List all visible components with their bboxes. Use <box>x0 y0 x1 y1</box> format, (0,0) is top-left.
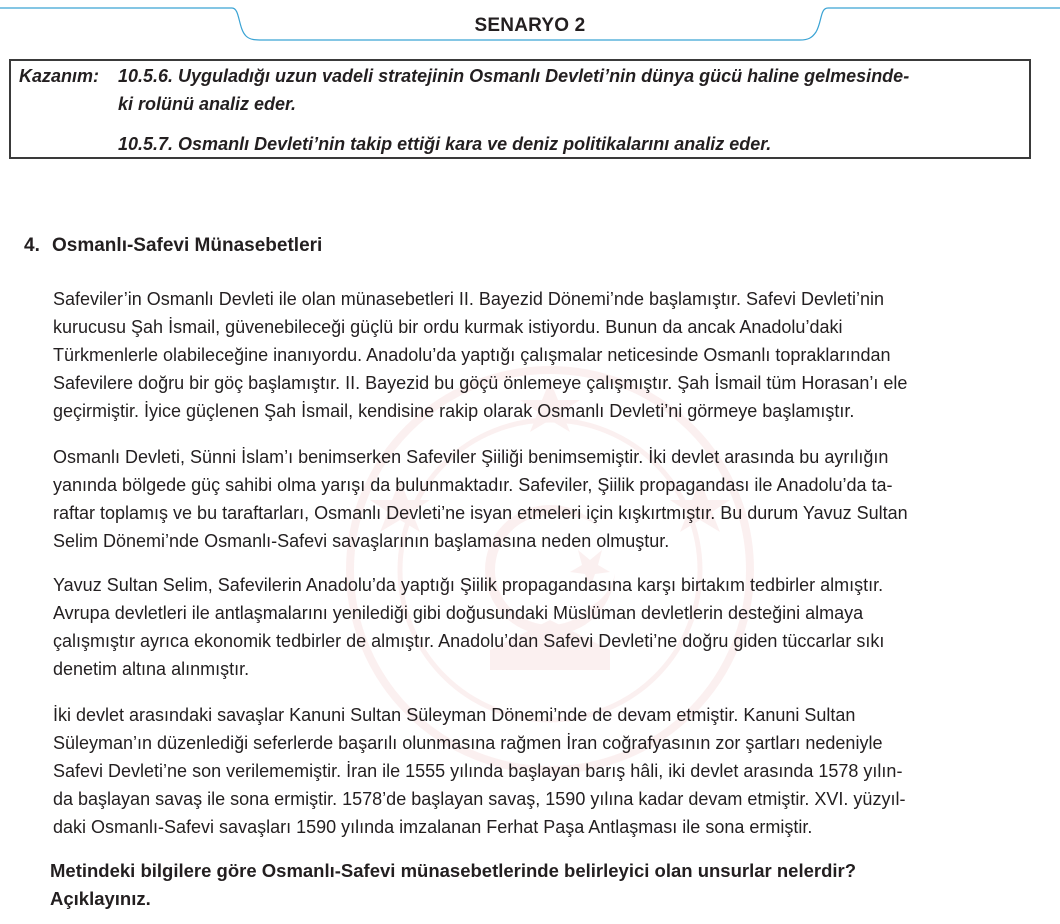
paragraph-1-line: kurucusu Şah İsmail, güvenebileceği güçlü bir ordu kurmak istiyordu. Bunun da ancak Anadolu’daki <box>53 317 843 337</box>
paragraph-1-line: Safevilere doğru bir göç başlamıştır. II. Bayezid bu göçü önlemeye çalışmıştır. Şah İsmail tüm Horasan’ı ele <box>53 373 908 393</box>
learning-outcome-label: Kazanım: <box>19 66 100 86</box>
question-line-1: Metindeki bilgilere göre Osmanlı-Safevi münasebetlerinde belirleyici olan unsurlar nelerdir? <box>50 860 857 881</box>
paragraph-4-line: İki devlet arasındaki savaşlar Kanuni Sultan Süleyman Dönemi’nde de devam etmiştir. Kanuni Sultan <box>53 705 856 725</box>
paragraph-1-line: geçirmiştir. İyice güçlenen Şah İsmail, kendisine rakip olarak Osmanlı Devleti’ni görmeye başlamıştır. <box>53 401 855 421</box>
learning-outcome-1-line-1: 10.5.6. Uyguladığı uzun vadeli stratejinin Osmanlı Devleti’nin dünya gücü haline gelmesinde- <box>118 66 910 86</box>
paragraph-3-line: çalışmıştır ayrıca ekonomik tedbirler de almıştır. Anadolu’dan Safevi Devleti’ne doğru giden tüccarlar sıkı <box>53 631 885 651</box>
section-number: 4. <box>24 235 40 256</box>
paragraph-3-line: denetim altına alınmıştır. <box>53 659 250 679</box>
paragraph-3-line: Avrupa devletleri ile antlaşmalarını yenilediği gibi doğusundaki Müslüman devletlerin desteğini almaya <box>53 603 864 623</box>
learning-outcome-1-line-2: ki rolünü analiz eder. <box>118 94 297 114</box>
learning-outcome-2: 10.5.7. Osmanlı Devleti’nin takip ettiği kara ve deniz politikalarını analiz eder. <box>118 134 772 154</box>
paragraph-2-line: Osmanlı Devleti, Sünni İslam’ı benimserken Safeviler Şiiliği benimsemiştir. İki devlet arasında bu ayrılığın <box>53 447 889 467</box>
paragraph-3-line: Yavuz Sultan Selim, Safevilerin Anadolu’da yaptığı Şiilik propagandasına karşı birtakım tedbirler almıştır. <box>53 575 884 595</box>
paragraph-4-line: daki Osmanlı-Safevi savaşları 1590 yılında imzalanan Ferhat Paşa Antlaşması ile sona ermiştir. <box>53 817 813 837</box>
section-heading <box>24 235 322 257</box>
paragraph-4-line: Süleyman’ın düzenlediği seferlerde başarılı olunmasına rağmen İran coğrafyasının zor şartları nedeniyle <box>53 733 883 753</box>
scenario-title: SENARYO 2 <box>474 15 586 36</box>
paragraph-2-line: Selim Dönemi’nde Osmanlı-Safevi savaşlarının başlamasına neden olmuştur. <box>53 531 670 551</box>
paragraph-4-line: da başlayan savaş ile sona ermiştir. 1578’de başlayan savaş, 1590 yılına kadar devam etmiştir. XVI. yüzyıl- <box>53 789 906 809</box>
paragraph-2-line: yanında bölgede güç sahibi olma yarışı da bulunmaktadır. Safeviler, Şiilik propagandası ile Anadolu’da ta- <box>53 475 893 495</box>
paragraph-4-line: Safevi Devleti’ne son verilememiştir. İran ile 1555 yılında başlayan barış hâli, iki devlet arasında 1578 yılın- <box>53 761 903 781</box>
paragraph-1-line: Türkmenlerle olabileceğine inanıyordu. Anadolu’da yaptığı çalışmalar neticesinde Osmanlı topraklarından <box>53 345 891 365</box>
paragraph-1-line: Safeviler’in Osmanlı Devleti ile olan münasebetleri II. Bayezid Dönemi’nde başlamıştır. Safevi Devleti’nin <box>53 289 885 309</box>
section-title-text: Osmanlı-Safevi Münasebetleri <box>52 235 323 256</box>
question-line-2: Açıklayınız. <box>50 888 151 909</box>
paragraph-2-line: raftar toplamış ve bu taraftarları, Osmanlı Devleti’ne isyan etmeleri için kışkırtmıştır. Bu durum Yavuz Sultan <box>53 503 908 523</box>
